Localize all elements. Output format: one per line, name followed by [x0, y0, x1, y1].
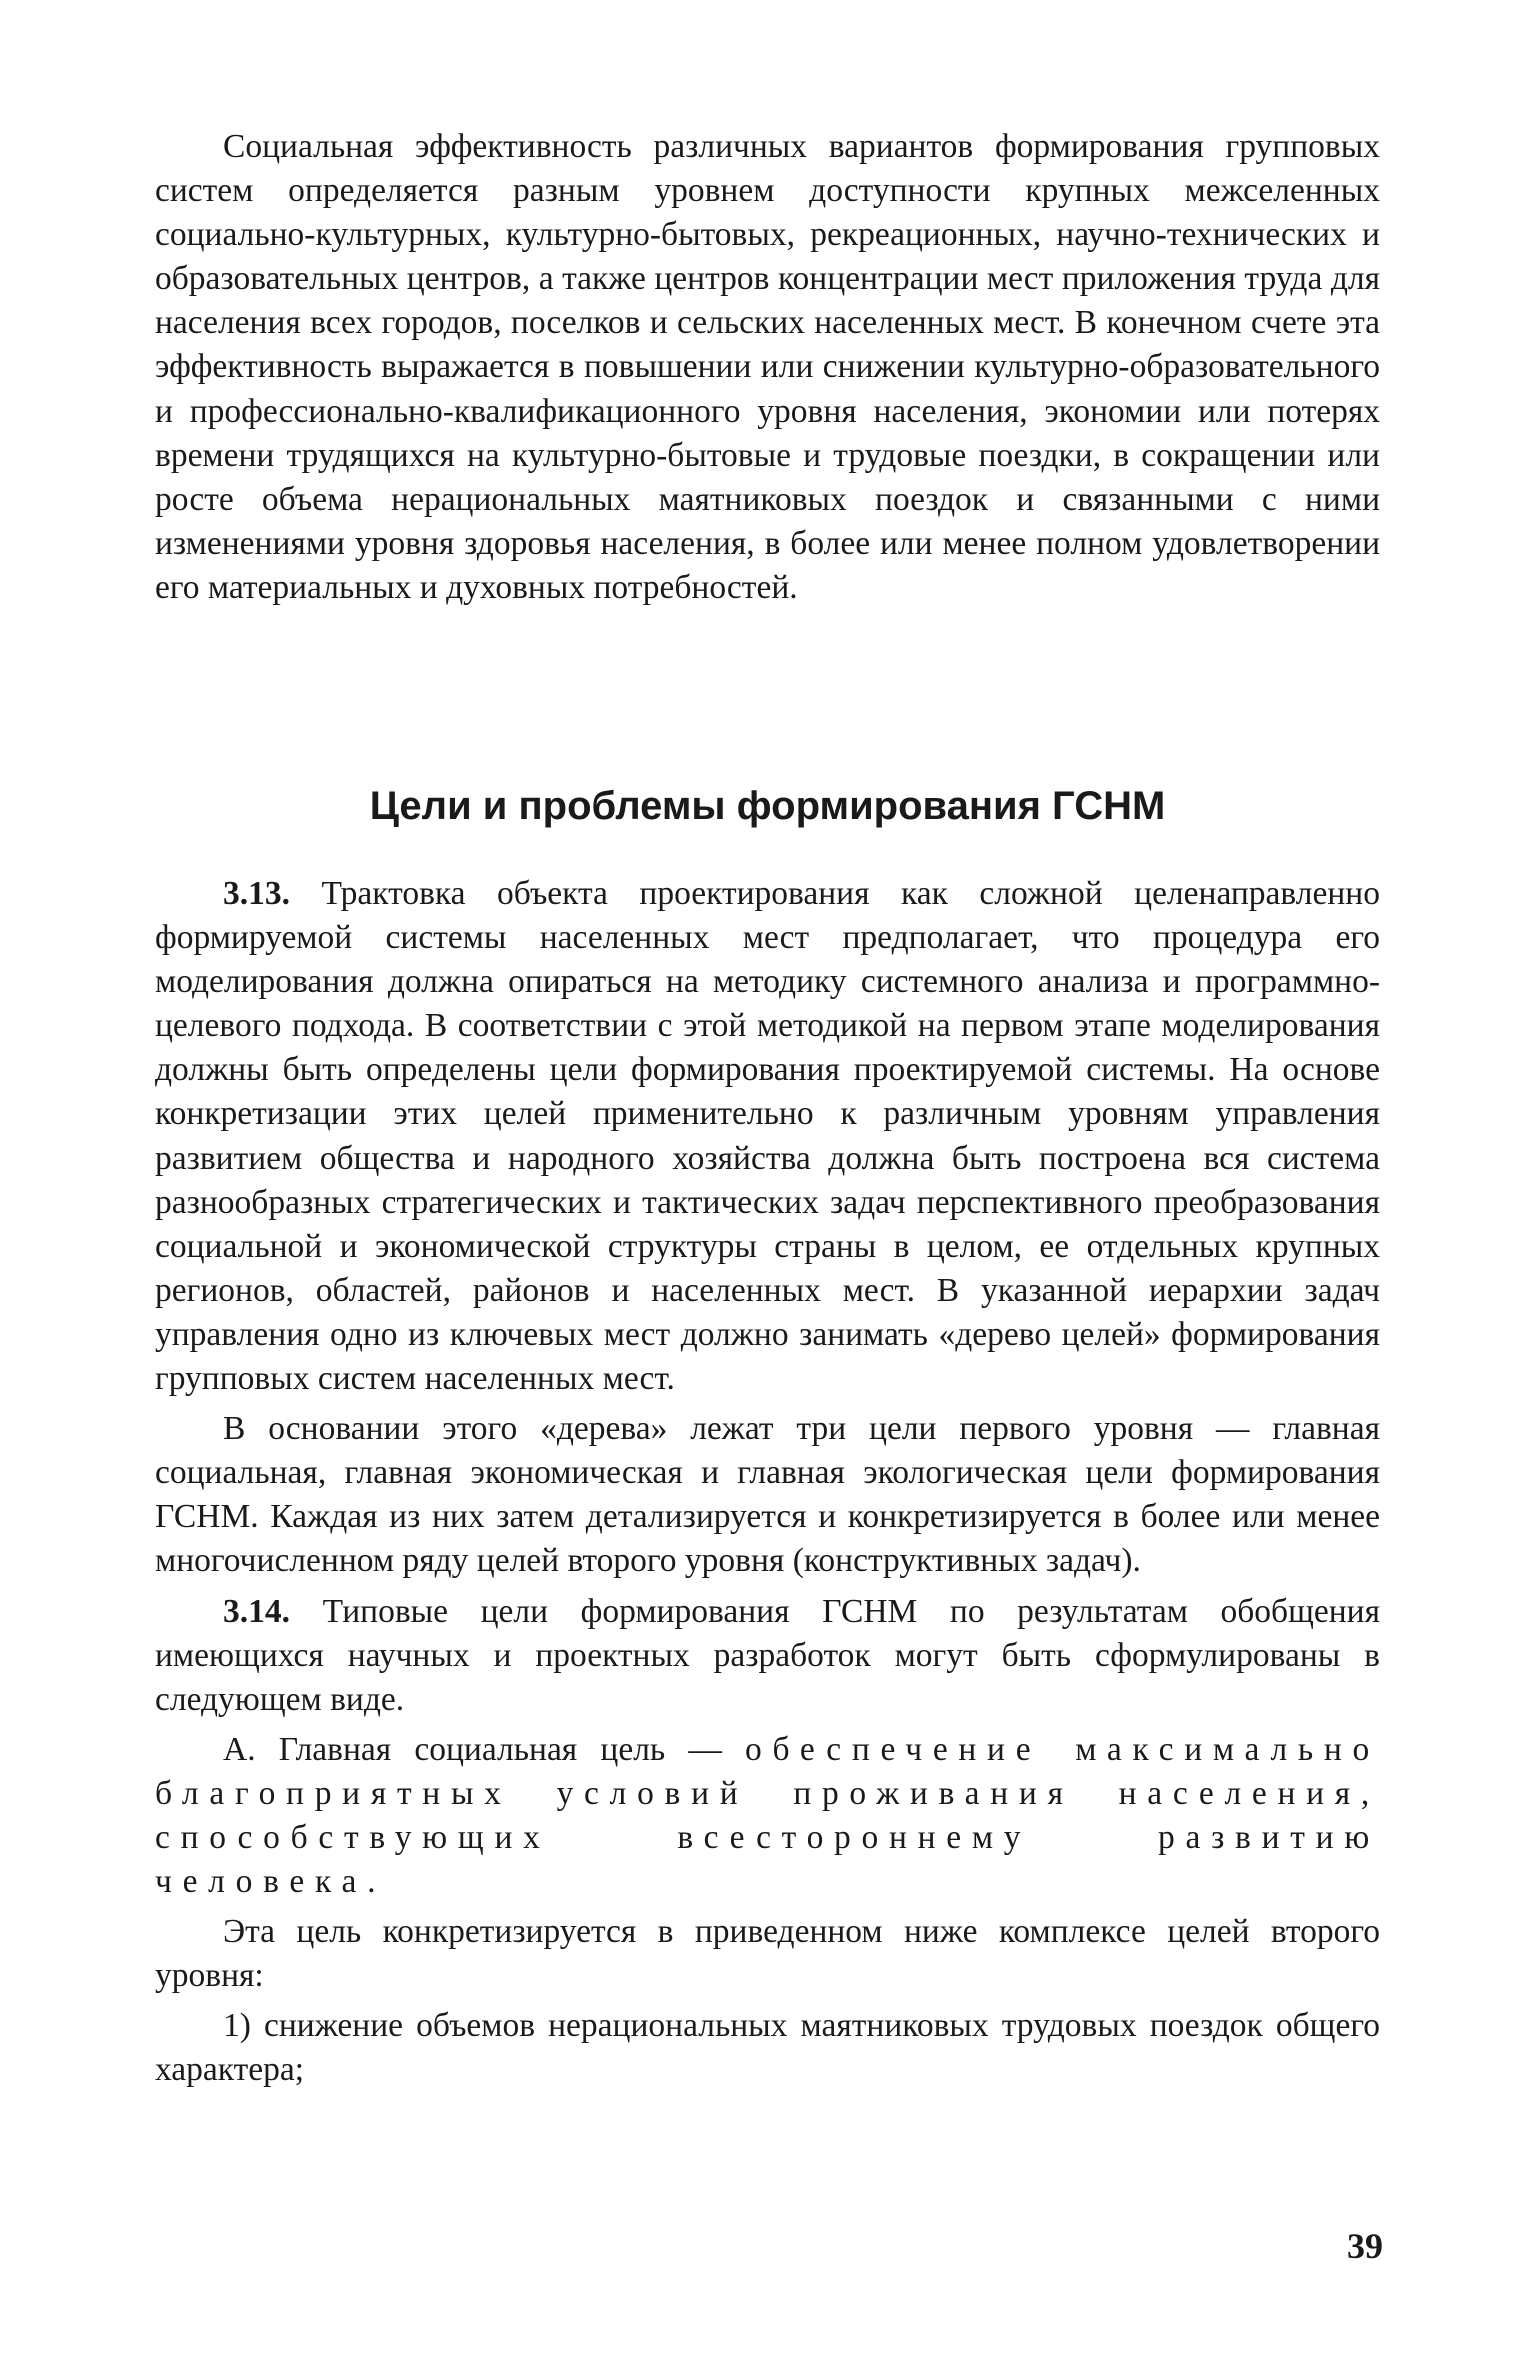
list-item-1: 1) снижение объемов нерациональных маятниковых трудовых поездок общего характера; — [155, 2007, 1380, 2089]
section-heading: Цели и проблемы формирования ГСНМ — [369, 784, 1166, 828]
main-text-block — [155, 872, 1380, 2093]
paragraph-text: Типовые цели формирования ГСНМ по результатам обобщения имеющихся научных и проектных разработок могут быть сформулированы в следующем виде. — [155, 1592, 1381, 1718]
paragraph-concretize: Эта цель конкретизируется в приведенном ниже комплексе целей второго уровня: — [155, 1913, 1380, 1995]
intro-paragraph: Социальная эффективность различных вариантов формирования групповых систем определяется разным уровнем доступности крупных межселенных социально-культурных, культурно-бытовых, рекреационных, научно-технических и образовательных центров, а также центров концентрации мест приложения труда для населения всех городов, поселков и сельских населенных мест. В конечном счете эта эффективность выражается в повышении или снижении культурно-образовательного и профессионально-квалификационного уровня населения, экономии или потерях времени трудящихся на культурно-бытовые и трудовые поездки, в сокращении или росте объема нерациональных маятниковых поездок и связанными с ними изменениями уровня здоровья населения, в более или менее полном удовлетворении его материальных и духовных потребностей. — [155, 128, 1380, 606]
paragraph-tree: В основании этого «дерева» лежат три цели первого уровня — главная социальная, главная экономическая и главная экологическая цели формирования ГСНМ. Каждая из них затем детализируется и конкретизируется в более или менее многочисленном ряду целей второго уровня (конструктивных задач). — [155, 1410, 1380, 1580]
paragraph-text: Трактовка объекта проектирования как сложной целенаправленно формируемой системы населенных мест предполагает, что процедура его моделирования должна опираться на методику системного анализа и программно-целевого подхода. В соответствии с этой методикой на первом этапе моделирования должны быть определены цели формирования проектируемой системы. На основе конкретизации этих целей применительно к различным уровням управления развитием общества и народного хозяйства должна быть построена вся система разнообразных стратегических и тактических задач перспективного преобразования социальной и экономической структуры страны в целом, ее отдельных крупных регионов, областей, районов и населенных мест. В указанной иерархии задач управления одно из ключевых мест должно занимать «дерево целей» формирования групповых систем населенных мест. — [155, 875, 1380, 1398]
paragraph-3-13 — [155, 872, 1380, 1401]
paragraph-number: 3.14. — [223, 1592, 290, 1630]
goal-lead: А. Главная социальная цель — — [223, 1730, 746, 1768]
intro-text-block — [155, 125, 1380, 610]
paragraph-number: 3.13. — [223, 875, 290, 912]
paragraph-goal-a — [155, 1728, 1380, 1904]
paragraph-3-14 — [155, 1590, 1380, 1722]
goal-spaced-text: обеспечение максимально благоприятных условий проживания населения, способствующих всестороннему развитию человека. — [155, 1730, 1380, 1901]
page-number: 39 — [1347, 2226, 1383, 2266]
